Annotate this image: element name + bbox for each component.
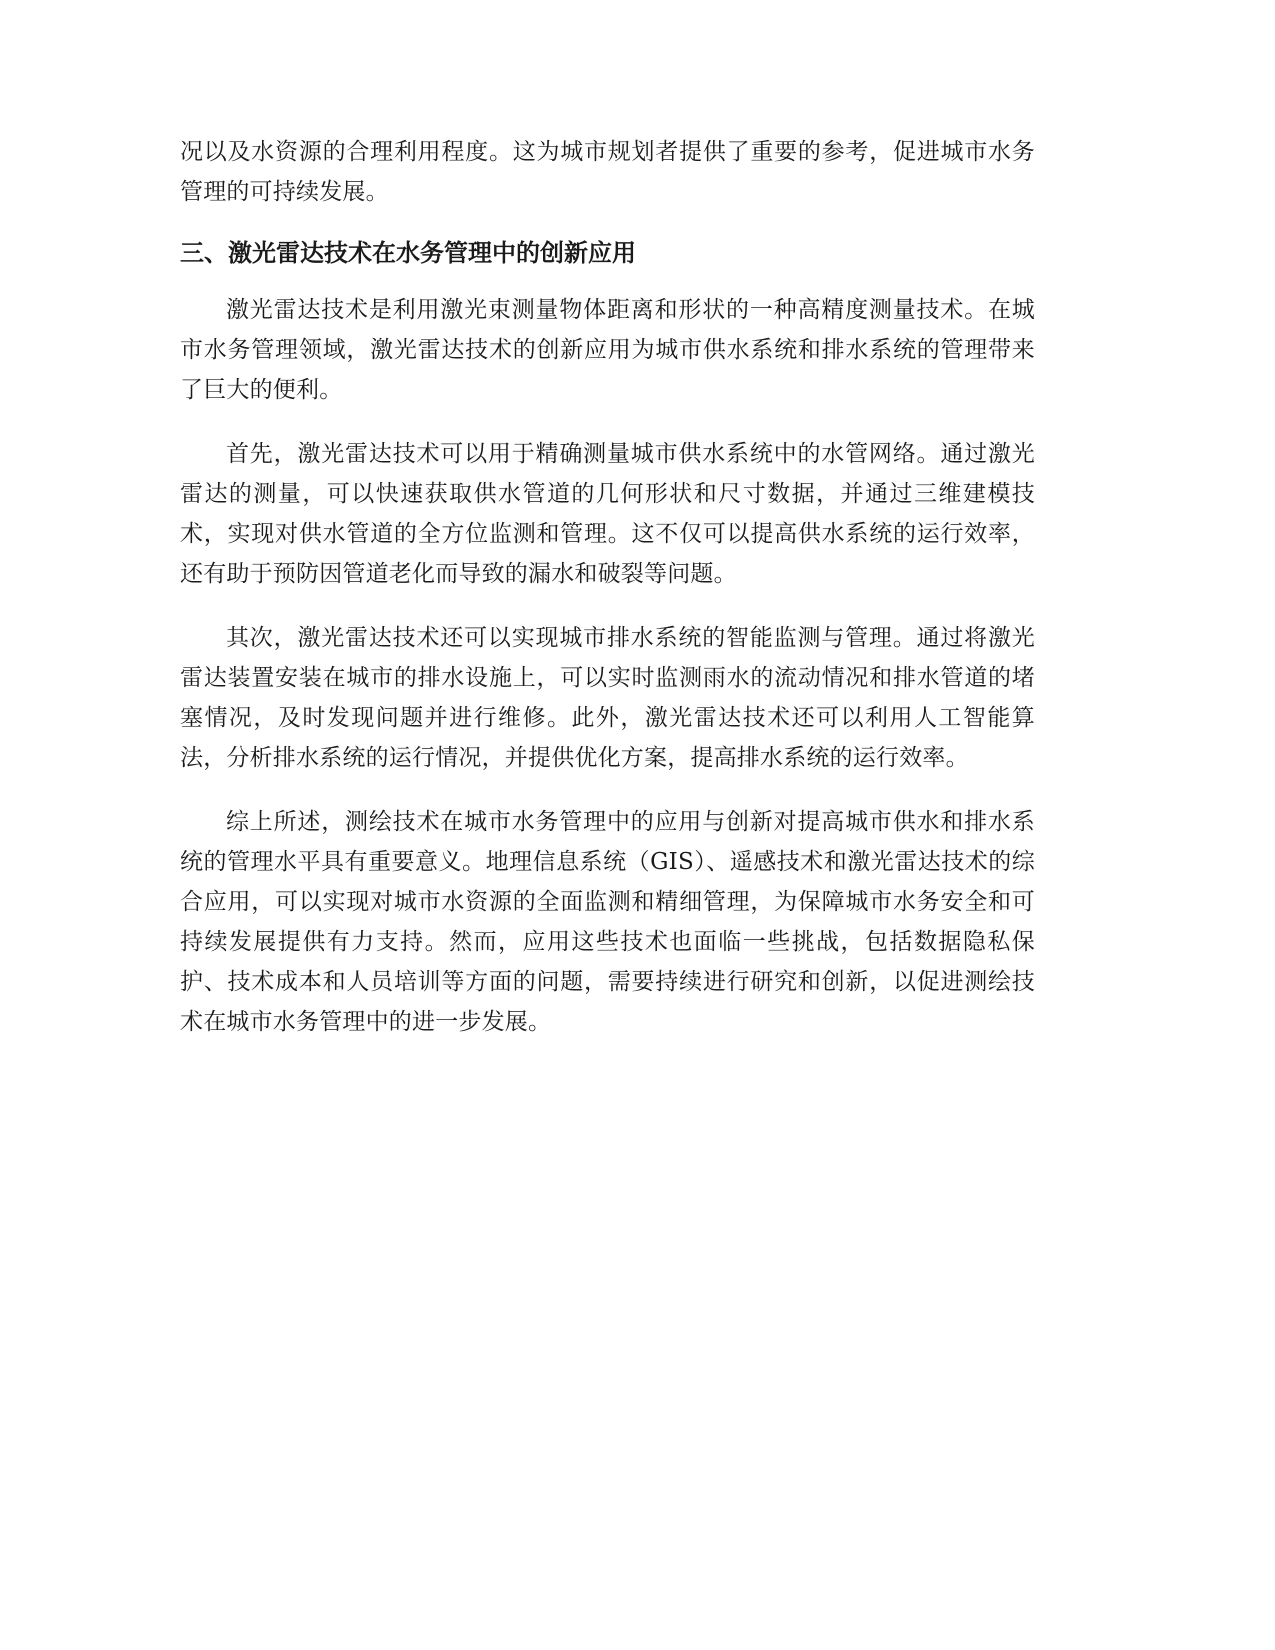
- document-page: [180, 132, 1035, 1066]
- paragraph-lidar-intro: 激光雷达技术是利用激光束测量物体距离和形状的一种高精度测量技术。在城市水务管理领域，激光雷达技术的创新应用为城市供水系统和排水系统的管理带来了巨大的便利。: [180, 297, 1035, 403]
- section-heading: 三、激光雷达技术在水务管理中的创新应用: [180, 239, 636, 267]
- paragraph-drainage: 其次，激光雷达技术还可以实现城市排水系统的智能监测与管理。通过将激光雷达装置安装在城市的排水设施上，可以实时监测雨水的流动情况和排水管道的堵塞情况，及时发现问题并进行维修。此外，激光雷达技术还可以利用人工智能算法，分析排水系统的运行情况，并提供优化方案，提高排水系统的运行效率。: [180, 625, 1035, 771]
- continued-paragraph: 况以及水资源的合理利用程度。这为城市规划者提供了重要的参考，促进城市水务管理的可持续发展。: [180, 139, 1035, 205]
- paragraph-water-supply: 首先，激光雷达技术可以用于精确测量城市供水系统中的水管网络。通过激光雷达的测量，可以快速获取供水管道的几何形状和尺寸数据，并通过三维建模技术，实现对供水管道的全方位监测和管理。这不仅可以提高供水系统的运行效率，还有助于预防因管道老化而导致的漏水和破裂等问题。: [180, 441, 1035, 587]
- paragraph-conclusion: 综上所述，测绘技术在城市水务管理中的应用与创新对提高城市供水和排水系统的管理水平具有重要意义。地理信息系统（GIS）、遥感技术和激光雷达技术的综合应用，可以实现对城市水资源的全面监测和精细管理，为保障城市水务安全和可持续发展提供有力支持。然而，应用这些技术也面临一些挑战，包括数据隐私保护、技术成本和人员培训等方面的问题，需要持续进行研究和创新，以促进测绘技术在城市水务管理中的进一步发展。: [180, 809, 1035, 1035]
